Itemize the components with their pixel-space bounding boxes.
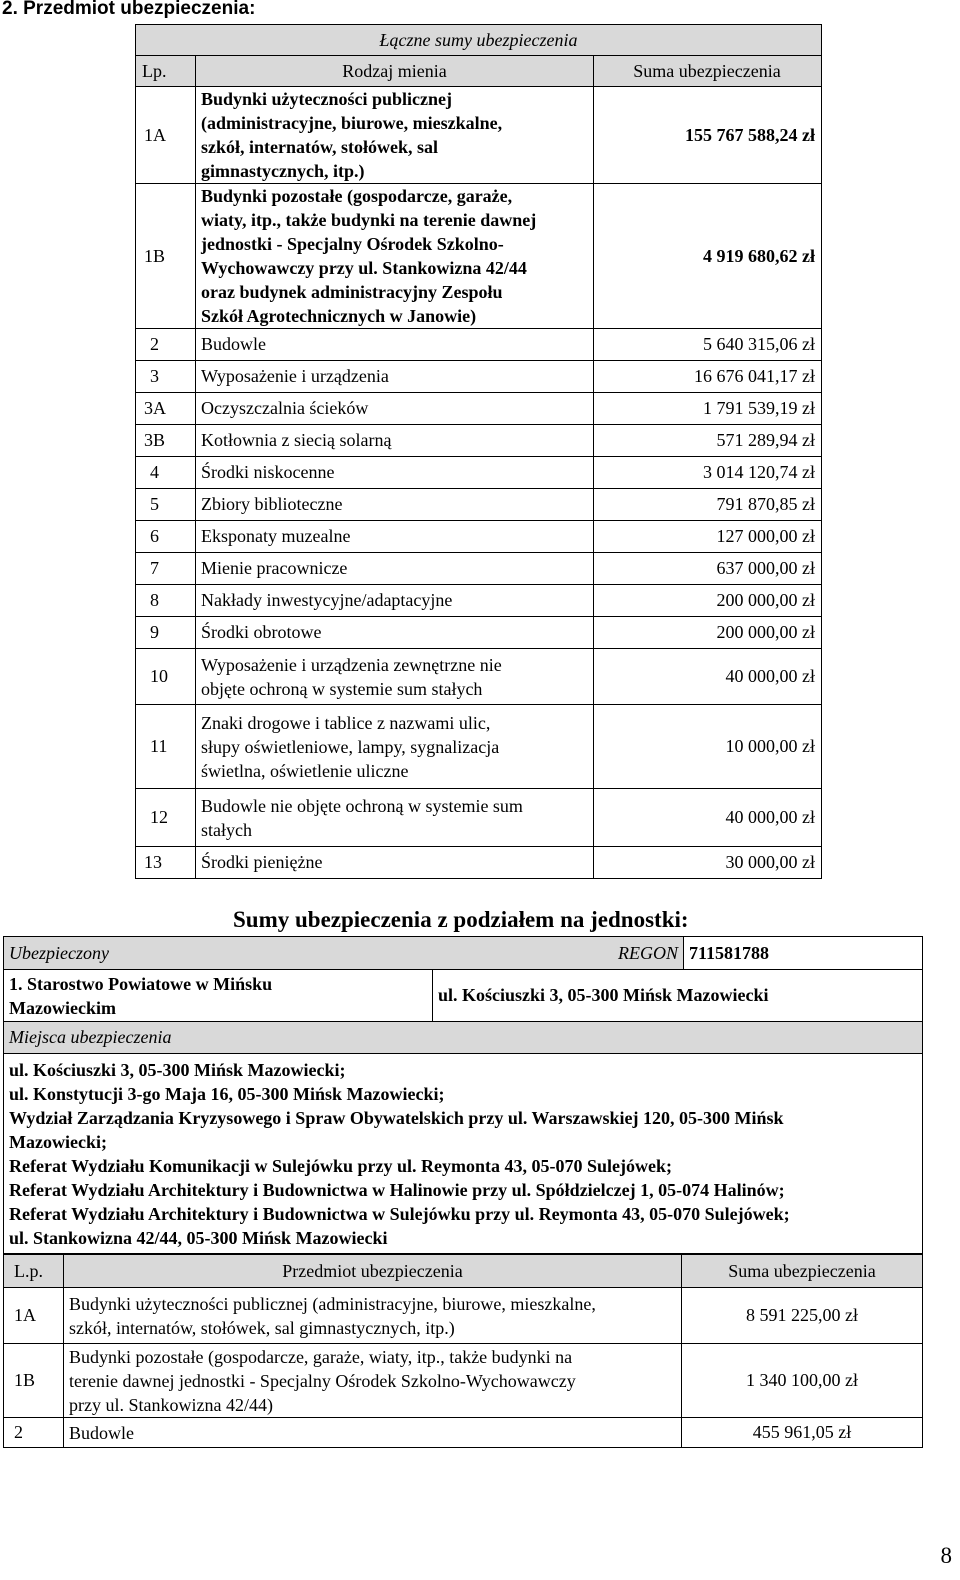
row-lp: 2: [136, 329, 196, 361]
header-property-type: Rodzaj mienia: [196, 56, 594, 87]
row-description: Zbiory biblioteczne: [196, 489, 594, 521]
row-lp: 3: [136, 361, 196, 393]
desc-line: wiaty, itp., także budynki na terenie dawnej: [201, 210, 537, 230]
desc-line: oraz budynek administracyjny Zespołu: [201, 282, 503, 302]
total-sums-table: [135, 24, 822, 879]
row-description: Nakłady inwestycyjne/adaptacyjne: [196, 585, 594, 617]
name-line: Mazowieckim: [9, 997, 116, 1018]
desc-line: słupy oświetleniowe, lampy, sygnalizacja: [201, 736, 500, 757]
row-amount: 791 870,85 zł: [594, 489, 822, 521]
section-heading: 2. Przedmiot ubezpieczenia:: [2, 0, 256, 19]
desc-line: Szkół Agrotechnicznych w Janowie): [201, 306, 477, 326]
desc-line: gimnastycznych, itp.): [201, 161, 365, 181]
row-amount: 200 000,00 zł: [594, 617, 822, 649]
unit-sums-table: [3, 1254, 923, 1448]
table-row: [136, 585, 822, 617]
row-amount: 200 000,00 zł: [594, 585, 822, 617]
places-label: Miejsca ubezpieczenia: [4, 1022, 923, 1054]
row-lp: 13: [136, 847, 196, 879]
row-amount: 455 961,05 zł: [682, 1418, 923, 1448]
subtitle: Sumy ubezpieczenia z podziałem na jednostki:: [233, 907, 689, 932]
row-description: Środki niskocenne: [196, 457, 594, 489]
table-row: [136, 184, 822, 329]
header-lp: L.p.: [4, 1255, 64, 1288]
row-description: Budowle: [64, 1418, 682, 1448]
page-number: 8: [940, 1543, 952, 1568]
insured-address: ul. Kościuszki 3, 05-300 Mińsk Mazowiecki: [433, 970, 923, 1022]
row-lp: 11: [136, 705, 196, 789]
row-description: Środki pieniężne: [196, 847, 594, 879]
desc-line: Znaki drogowe i tablice z nazwami ulic,: [201, 712, 491, 733]
table-row: [136, 705, 822, 789]
insured-label: Ubezpieczony REGON: [4, 937, 684, 970]
desc-line: Budowle nie objęte ochroną w systemie sum: [201, 795, 523, 816]
header-sum: Suma ubezpieczenia: [682, 1255, 923, 1288]
table-row: [136, 553, 822, 585]
row-lp: 3A: [136, 393, 196, 425]
row-description: Eksponaty muzealne: [196, 521, 594, 553]
row-lp: 4: [136, 457, 196, 489]
row-amount: 5 640 315,06 zł: [594, 329, 822, 361]
row-lp: 9: [136, 617, 196, 649]
row-amount: 3 014 120,74 zł: [594, 457, 822, 489]
place-line: Mazowiecki;: [9, 1132, 107, 1152]
row-lp: 3B: [136, 425, 196, 457]
desc-line: Budynki pozostałe (gospodarcze, garaże, wiaty, itp., także budynki na: [69, 1346, 573, 1367]
place-line: ul. Stankowizna 42/44, 05-300 Mińsk Mazowiecki: [9, 1228, 388, 1248]
desc-line: Budynki pozostałe (gospodarcze, garaże,: [201, 186, 513, 206]
desc-line: szkół, internatów, stołówek, sal: [201, 137, 439, 157]
table-header-row: [4, 1255, 923, 1288]
table-row: [136, 393, 822, 425]
row-amount: 1 340 100,00 zł: [682, 1344, 923, 1418]
row-lp: 6: [136, 521, 196, 553]
desc-line: Budynki użyteczności publicznej: [201, 89, 453, 109]
row-description: [196, 184, 594, 329]
row-description: [196, 649, 594, 705]
desc-line: (administracyjne, biurowe, mieszkalne,: [201, 113, 503, 133]
row-amount: 40 000,00 zł: [594, 789, 822, 847]
header-sum: Suma ubezpieczenia: [594, 56, 822, 87]
row-description: [196, 87, 594, 184]
place-line: Referat Wydziału Architektury i Budownictwa w Sulejówku przy ul. Reymonta 43, 05-070 Sulejówek;: [9, 1204, 790, 1224]
table-row: [136, 789, 822, 847]
place-line: ul. Konstytucji 3-go Maja 16, 05-300 Mińsk Mazowiecki;: [9, 1084, 445, 1104]
desc-line: jednostki - Specjalny Ośrodek Szkolno-: [201, 234, 504, 254]
regon-value: 711581788: [684, 937, 923, 970]
row-amount: 8 591 225,00 zł: [682, 1288, 923, 1344]
table-row: [4, 1288, 923, 1344]
table-caption: Łączne sumy ubezpieczenia: [136, 25, 822, 56]
place-line: Referat Wydziału Komunikacji w Sulejówku przy ul. Reymonta 43, 05-070 Sulejówek;: [9, 1156, 672, 1176]
row-description: [196, 705, 594, 789]
row-description: [196, 789, 594, 847]
row-amount: 40 000,00 zł: [594, 649, 822, 705]
row-lp: 10: [136, 649, 196, 705]
desc-line: terenie dawnej jednostki - Specjalny Ośrodek Szkolno-Wychowawczy: [69, 1370, 576, 1391]
row-description: Kotłownia z siecią solarną: [196, 425, 594, 457]
row-amount: 155 767 588,24 zł: [594, 87, 822, 184]
place-line: ul. Kościuszki 3, 05-300 Mińsk Mazowiecki;: [9, 1060, 346, 1080]
row-amount: 637 000,00 zł: [594, 553, 822, 585]
row-amount: 127 000,00 zł: [594, 521, 822, 553]
row-description: [64, 1344, 682, 1418]
place-line: Referat Wydziału Architektury i Budownictwa w Halinowie przy ul. Spółdzielczej 1, 05-074 Halinów;: [9, 1180, 785, 1200]
table-row: [136, 649, 822, 705]
row-description: Środki obrotowe: [196, 617, 594, 649]
table-header-row: [136, 56, 822, 87]
row-description: Budowle: [196, 329, 594, 361]
desc-line: Budynki użyteczności publicznej (administracyjne, biurowe, mieszkalne,: [69, 1293, 596, 1314]
row-amount: 1 791 539,19 zł: [594, 393, 822, 425]
row-lp: 5: [136, 489, 196, 521]
row-description: [64, 1288, 682, 1344]
insured-name: [4, 970, 433, 1022]
desc-line: świetlna, oświetlenie uliczne: [201, 760, 409, 781]
desc-line: Wychowawczy przy ul. Stankowizna 42/44: [201, 258, 527, 278]
table-row: [136, 521, 822, 553]
table-row: [136, 87, 822, 184]
name-line: 1. Starostwo Powiatowe w Mińsku: [9, 973, 273, 994]
desc-line: Wyposażenie i urządzenia zewnętrzne nie: [201, 654, 502, 675]
row-amount: 571 289,94 zł: [594, 425, 822, 457]
row-description: Oczyszczalnia ścieków: [196, 393, 594, 425]
places-list: [4, 1054, 923, 1254]
table-row: [136, 425, 822, 457]
table-row: [136, 489, 822, 521]
row-lp: 2: [4, 1418, 64, 1448]
regon-label: REGON: [618, 942, 678, 963]
row-description: Wyposażenie i urządzenia: [196, 361, 594, 393]
row-lp: 12: [136, 789, 196, 847]
desc-line: przy ul. Stankowizna 42/44): [69, 1394, 273, 1415]
row-amount: 10 000,00 zł: [594, 705, 822, 789]
row-lp: 1B: [4, 1344, 64, 1418]
row-lp: 8: [136, 585, 196, 617]
row-lp: 7: [136, 553, 196, 585]
desc-line: objęte ochroną w systemie sum stałych: [201, 678, 483, 699]
row-amount: 4 919 680,62 zł: [594, 184, 822, 329]
header-subject: Przedmiot ubezpieczenia: [64, 1255, 682, 1288]
row-amount: 30 000,00 zł: [594, 847, 822, 879]
row-lp: 1A: [4, 1288, 64, 1344]
table-row: [136, 617, 822, 649]
insured-table: [3, 936, 923, 1254]
table-row: [136, 361, 822, 393]
table-row: [136, 329, 822, 361]
row-lp: 1A: [136, 87, 196, 184]
desc-line: szkół, internatów, stołówek, sal gimnastycznych, itp.): [69, 1317, 455, 1338]
table-row: [4, 1418, 923, 1448]
table-row: [4, 1344, 923, 1418]
header-lp: Lp.: [136, 56, 196, 87]
desc-line: stałych: [201, 819, 252, 840]
place-line: Wydział Zarządzania Kryzysowego i Spraw Obywatelskich przy ul. Warszawskiej 120, 05-300 Mińsk: [9, 1108, 784, 1128]
row-description: Mienie pracownicze: [196, 553, 594, 585]
table-row: [136, 457, 822, 489]
row-amount: 16 676 041,17 zł: [594, 361, 822, 393]
row-lp: 1B: [136, 184, 196, 329]
table-row: [136, 847, 822, 879]
